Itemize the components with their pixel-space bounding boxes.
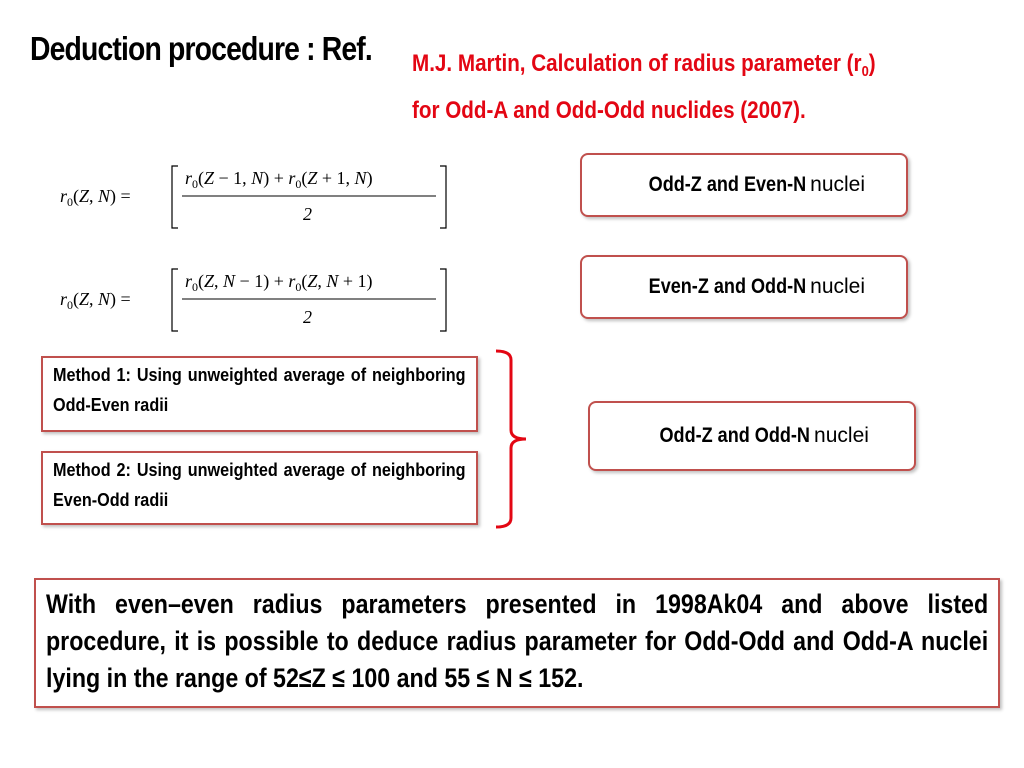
even-z-odd-n-suffix: nuclei bbox=[810, 275, 866, 298]
method-2-box bbox=[41, 451, 478, 525]
curly-brace-path bbox=[496, 351, 526, 527]
formula-2-left-bracket bbox=[172, 269, 178, 331]
even-z-odd-n-box bbox=[580, 255, 908, 319]
formula-1-left-bracket bbox=[172, 166, 178, 228]
formula-1-numerator: $r_0(Z - 1$, $N) + r_0(Z + 1$, N) bbox=[185, 168, 373, 191]
formula-1-denominator: 2 bbox=[303, 204, 312, 224]
odd-z-even-n-label: Odd-Z and Even-N bbox=[648, 173, 807, 196]
reference-line-2: for Odd-A and Odd-Odd nuclides (2007). bbox=[412, 97, 806, 124]
summary-box bbox=[34, 578, 1000, 708]
method-1-box bbox=[41, 356, 478, 432]
odd-z-odd-n-suffix: nuclei bbox=[814, 424, 869, 447]
method-1-text: Method 1: Using unweighted average of neighboring Odd-Even radii bbox=[53, 365, 466, 415]
formula-even-z-odd-n bbox=[60, 263, 460, 344]
odd-z-even-n-suffix: nuclei bbox=[810, 173, 866, 196]
formula-2-numerator: $r_0(Z$, $N - 1) + r_0(Z$, N + 1) bbox=[185, 271, 373, 294]
formula-1-right-bracket bbox=[440, 166, 446, 228]
title-line bbox=[30, 30, 428, 68]
method-2-text: Method 2: Using unweighted average of neighboring Even-Odd radii bbox=[53, 460, 466, 510]
curly-brace bbox=[494, 348, 534, 530]
odd-z-odd-n-label: Odd-Z and Odd-N bbox=[659, 424, 811, 447]
formula-2-denominator: 2 bbox=[303, 307, 312, 327]
formula-2-right-bracket bbox=[440, 269, 446, 331]
reference-citation bbox=[412, 44, 876, 130]
odd-z-even-n-box bbox=[580, 153, 908, 217]
page-title: Deduction procedure : Ref. bbox=[30, 30, 372, 67]
formula-2-graphic bbox=[60, 263, 460, 339]
even-z-odd-n-label: Even-Z and Odd-N bbox=[648, 275, 807, 298]
reference-line-1: M.J. Martin, Calculation of radius parameter $(r_0)$ bbox=[412, 50, 876, 80]
formula-odd-z-even-n bbox=[60, 160, 460, 241]
odd-z-odd-n-box bbox=[588, 401, 916, 471]
formula-2-lhs: $r_0(Z$, N) = bbox=[60, 289, 131, 312]
summary-text: With even–even radius parameters presented in 1998Ak04 and above listed procedure, it is possible to deduce radius parameter for Odd-Odd and Odd-A nuclei lying in the range of 52≤Z ≤ 100 and 55 ≤ N ≤ 152. bbox=[46, 589, 989, 693]
formula-1-lhs: $r_0(Z$, N) = bbox=[60, 186, 131, 209]
formula-1-graphic bbox=[60, 160, 460, 236]
